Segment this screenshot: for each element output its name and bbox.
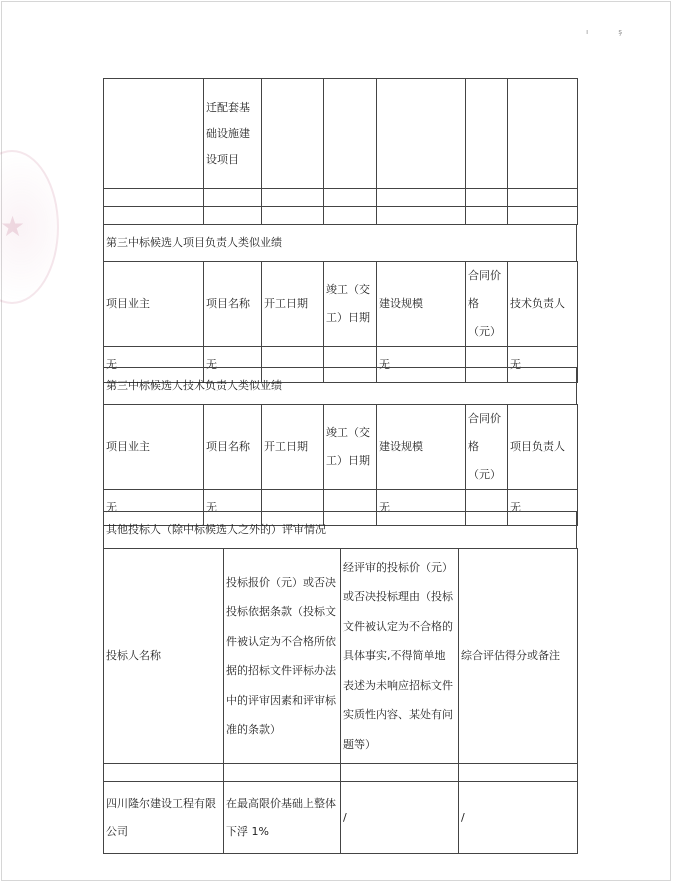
column-header: 项目业主 [104,262,204,347]
table-row [104,207,578,225]
table-row [104,782,578,854]
column-header: 经评审的投标价（元）或否决投标理由（投标文件被认定为不合格的具体事实,不得简单地表述为未响应招标文件实质性内容、某处有问题等） [341,549,459,764]
table-cell [324,189,377,207]
continued-table-fragment [103,78,577,224]
table-cell [324,79,377,189]
column-header: 技术负责人 [508,262,578,347]
column-header: 开工日期 [262,405,324,490]
table-cell [262,207,324,225]
project-manager-performance-table [103,261,577,371]
column-header: 项目名称 [204,262,262,347]
column-header: 项目业主 [104,405,204,490]
table-cell [466,189,508,207]
table-cell [508,79,578,189]
table-header-row [104,549,578,764]
table-cell [204,207,262,225]
column-header: 综合评估得分或备注 [459,549,578,764]
table-cell: 无 [204,490,262,526]
table-cell [104,207,204,225]
column-header: 合同价格（元） [466,262,508,347]
table-cell: / [341,782,459,854]
column-header: 竣工（交工）日期 [324,262,377,347]
technical-lead-performance-table [103,404,577,514]
other-bidders-review-table [103,548,577,853]
table-cell: / [459,782,578,854]
column-header: 投标报价（元）或否决投标依据条款（投标文件被认定为不合格所依据的招标文件评标办法中的评审因素和评审标准的条款） [224,549,341,764]
table-cell [466,207,508,225]
column-header: 建设规模 [377,262,466,347]
table-cell: 无 [104,490,204,526]
section-title-technical-lead-performance: 第三中标候选人技术负责人类似业绩 [103,367,577,404]
page-corner-mark: ı ş [586,28,636,36]
table-cell: 迁配套基础设施建设项目 [204,79,262,189]
table-cell [324,207,377,225]
table-header-row [104,405,578,490]
column-header: 项目名称 [204,405,262,490]
table-cell [377,79,466,189]
table-row [104,189,578,207]
table-cell [459,764,578,782]
table-header-row [104,262,578,347]
column-header: 项目负责人 [508,405,578,490]
column-header: 竣工（交工）日期 [324,405,377,490]
section-title-other-bidders-review: 其他投标人（除中标候选人之外的）评审情况 [103,511,577,548]
table-cell: 在最高限价基础上整体下浮 1% [224,782,341,854]
table-cell [508,189,578,207]
section-title-project-manager-performance: 第三中标候选人项目负责人类似业绩 [103,224,577,261]
table-cell [262,79,324,189]
table-cell: 无 [104,347,204,383]
table-row [104,764,578,782]
table-cell [508,207,578,225]
column-header: 合同价格（元） [466,405,508,490]
column-header: 开工日期 [262,262,324,347]
table-cell [104,764,224,782]
table-cell: 无 [377,490,466,526]
table-cell: 无 [377,347,466,383]
seal-star-icon: ★ [0,210,26,243]
table-cell: 无 [508,347,578,383]
table-cell: 无 [204,347,262,383]
table-cell [104,79,204,189]
column-header: 投标人名称 [104,549,224,764]
table-cell [262,189,324,207]
table-cell: 四川隆尔建设工程有限公司 [104,782,224,854]
table-cell [204,189,262,207]
table-cell [377,207,466,225]
table-cell [224,764,341,782]
table-cell [466,79,508,189]
table-cell: 无 [508,490,578,526]
table-cell [377,189,466,207]
column-header: 建设规模 [377,405,466,490]
table-cell [341,764,459,782]
table-row [104,79,578,189]
table-cell [104,189,204,207]
